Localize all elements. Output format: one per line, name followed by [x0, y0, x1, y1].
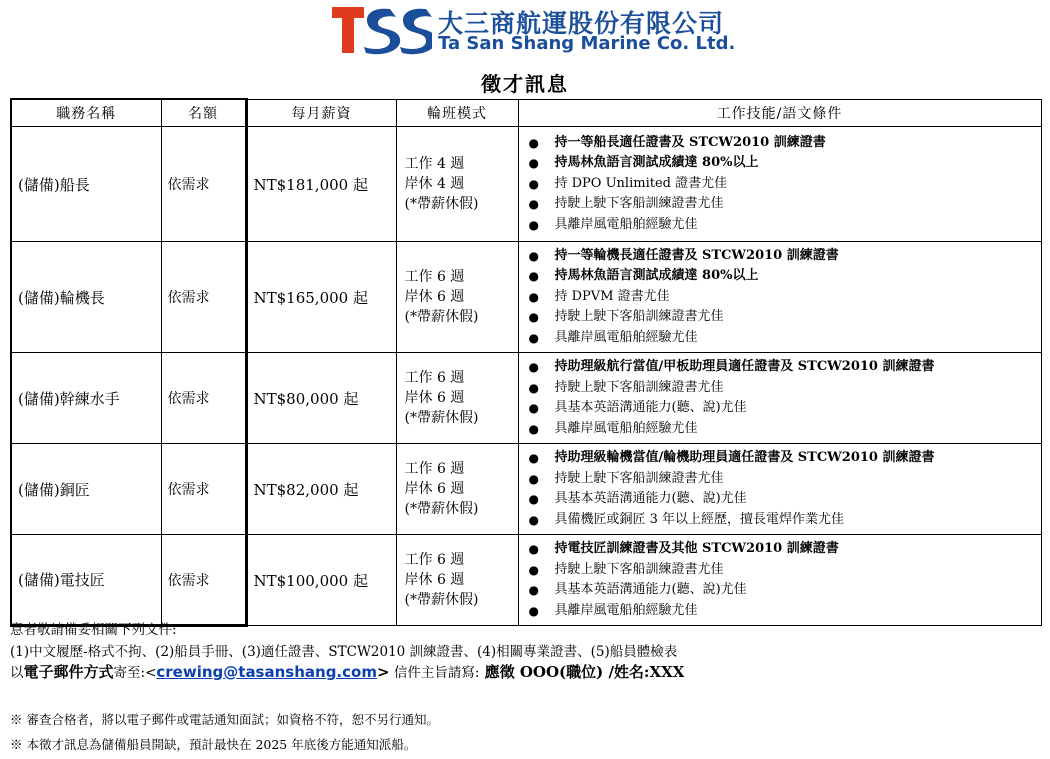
- job-headcount: 依需求: [161, 127, 246, 242]
- requirement-item: ● 持馬林魚語言測試成績達 80%以上: [525, 153, 1037, 174]
- requirement-item: ● 具基本英語溝通能力(聽、說)尤佳: [525, 489, 1037, 510]
- job-rotation: [396, 242, 518, 353]
- documents-intro: 意者敬請備妥相關下列文件:: [10, 622, 177, 638]
- requirement-item: ● 持助理級輪機當值/輪機助理員適任證書及 STCW2010 訓練證書: [525, 448, 1037, 469]
- job-title: (儲備)船長: [11, 127, 161, 242]
- job-requirements: [518, 127, 1041, 242]
- requirement-item: ● 持 DPVM 證書尤佳: [525, 287, 1037, 308]
- rotation-leave: 岸休 4 週: [404, 176, 465, 192]
- requirement-item: ● 持助理級航行當值/甲板助理員適任證書及 STCW2010 訓練證書: [525, 357, 1037, 378]
- requirement-item: ● 具離岸風電船舶經驗尤佳: [525, 601, 1037, 622]
- rotation-work: 工作 4 週: [404, 156, 465, 172]
- company-name-english: Ta San Shang Marine Co. Ltd.: [438, 33, 736, 54]
- table-row: [11, 353, 1041, 444]
- job-salary: NT$181,000 起: [246, 127, 396, 242]
- rotation-leave: 岸休 6 週: [404, 289, 465, 305]
- requirement-item: ● 持駛上駛下客船訓練證書尤佳: [525, 307, 1037, 328]
- requirement-item: ● 具離岸風電船舶經驗尤佳: [525, 215, 1037, 236]
- job-salary: NT$100,000 起: [246, 535, 396, 626]
- header-job-title: 職務名稱: [11, 99, 161, 127]
- submission-line: [10, 661, 684, 682]
- send-close: >: [376, 663, 390, 681]
- page-title: 徵才訊息: [481, 72, 569, 96]
- job-headcount: 依需求: [161, 444, 246, 535]
- job-headcount: 依需求: [161, 353, 246, 444]
- requirement-item: ● 具離岸風電船舶經驗尤佳: [525, 419, 1037, 440]
- job-headcount: 依需求: [161, 242, 246, 353]
- table-row: [11, 535, 1041, 626]
- rotation-paid-note: (*帶薪休假): [404, 592, 479, 608]
- job-rotation: [396, 127, 518, 242]
- table-row: [11, 444, 1041, 535]
- job-rotation: [396, 444, 518, 535]
- company-logo-icon: [332, 5, 432, 55]
- job-salary: NT$80,000 起: [246, 353, 396, 444]
- requirement-item: ● 持駛上駛下客船訓練證書尤佳: [525, 560, 1037, 581]
- header-monthly-salary: 每月薪資: [246, 99, 396, 127]
- subject-label: 信件主旨請寫:: [389, 665, 480, 681]
- email-link[interactable]: crewing@tasanshang.com: [156, 663, 377, 681]
- requirement-item: ● 持一等輪機長適任證書及 STCW2010 訓練證書: [525, 246, 1037, 267]
- company-header: [0, 0, 1050, 62]
- requirement-item: ● 具基本英語溝通能力(聽、說)尤佳: [525, 398, 1037, 419]
- table-row: [11, 127, 1041, 242]
- table-row: [11, 242, 1041, 353]
- rotation-work: 工作 6 週: [404, 552, 465, 568]
- job-requirements: [518, 242, 1041, 353]
- rotation-leave: 岸休 6 週: [404, 390, 465, 406]
- job-title: (儲備)輪機長: [11, 242, 161, 353]
- requirement-item: ● 持駛上駛下客船訓練證書尤佳: [525, 194, 1037, 215]
- table-header-row: [11, 99, 1041, 127]
- requirement-item: ● 持電技匠訓練證書及其他 STCW2010 訓練證書: [525, 539, 1037, 560]
- job-requirements: [518, 353, 1041, 444]
- header-headcount: 名額: [161, 99, 246, 127]
- documents-list: (1)中文履歷-格式不拘、(2)船員手冊、(3)適任證書、STCW2010 訓練證書、(4)相關專業證書、(5)船員體檢表: [10, 644, 678, 660]
- send-prefix: 以: [10, 665, 24, 681]
- note-interview: ※ 審查合格者，將以電子郵件或電話通知面試；如資格不符，恕不另行通知。: [10, 712, 439, 727]
- requirement-item: ● 持一等船長適任證書及 STCW2010 訓練證書: [525, 133, 1037, 154]
- job-title: (儲備)幹練水手: [11, 353, 161, 444]
- rotation-paid-note: (*帶薪休假): [404, 501, 479, 517]
- header-rotation: 輪班模式: [396, 99, 518, 127]
- send-method: 電子郵件方式: [23, 663, 114, 681]
- rotation-work: 工作 6 週: [404, 370, 465, 386]
- job-salary: NT$82,000 起: [246, 444, 396, 535]
- job-title: (儲備)電技匠: [11, 535, 161, 626]
- requirement-item: ● 具備機匠或銅匠 3 年以上經歷，擅長電焊作業尤佳: [525, 510, 1037, 531]
- rotation-work: 工作 6 週: [404, 269, 465, 285]
- requirement-item: ● 具離岸風電船舶經驗尤佳: [525, 328, 1037, 349]
- rotation-leave: 岸休 6 週: [404, 572, 465, 588]
- requirement-item: ● 持 DPO Unlimited 證書尤佳: [525, 174, 1037, 195]
- note-reserve: ※ 本徵才訊息為儲備船員開缺，預計最快在 2025 年底後方能通知派船。: [10, 737, 417, 752]
- header-requirements: 工作技能/語文條件: [518, 99, 1041, 127]
- subject-format: 應徵 OOO(職位) /姓名:XXX: [479, 663, 685, 681]
- send-to-label: 寄至:<: [113, 665, 157, 681]
- job-headcount: 依需求: [161, 535, 246, 626]
- rotation-paid-note: (*帶薪休假): [404, 196, 479, 212]
- job-rotation: [396, 535, 518, 626]
- job-rotation: [396, 353, 518, 444]
- requirement-item: ● 持馬林魚語言測試成績達 80%以上: [525, 266, 1037, 287]
- rotation-paid-note: (*帶薪休假): [404, 410, 479, 426]
- job-salary: NT$165,000 起: [246, 242, 396, 353]
- requirement-item: ● 具基本英語溝通能力(聽、說)尤佳: [525, 580, 1037, 601]
- rotation-work: 工作 6 週: [404, 461, 465, 477]
- requirement-item: ● 持駛上駛下客船訓練證書尤佳: [525, 378, 1037, 399]
- job-openings-table: [10, 98, 1042, 627]
- job-requirements: [518, 535, 1041, 626]
- rotation-paid-note: (*帶薪休假): [404, 309, 479, 325]
- company-name-chinese: 大三商航運股份有限公司: [438, 9, 725, 38]
- rotation-leave: 岸休 6 週: [404, 481, 465, 497]
- job-requirements: [518, 444, 1041, 535]
- requirement-item: ● 持駛上駛下客船訓練證書尤佳: [525, 469, 1037, 490]
- job-title: (儲備)銅匠: [11, 444, 161, 535]
